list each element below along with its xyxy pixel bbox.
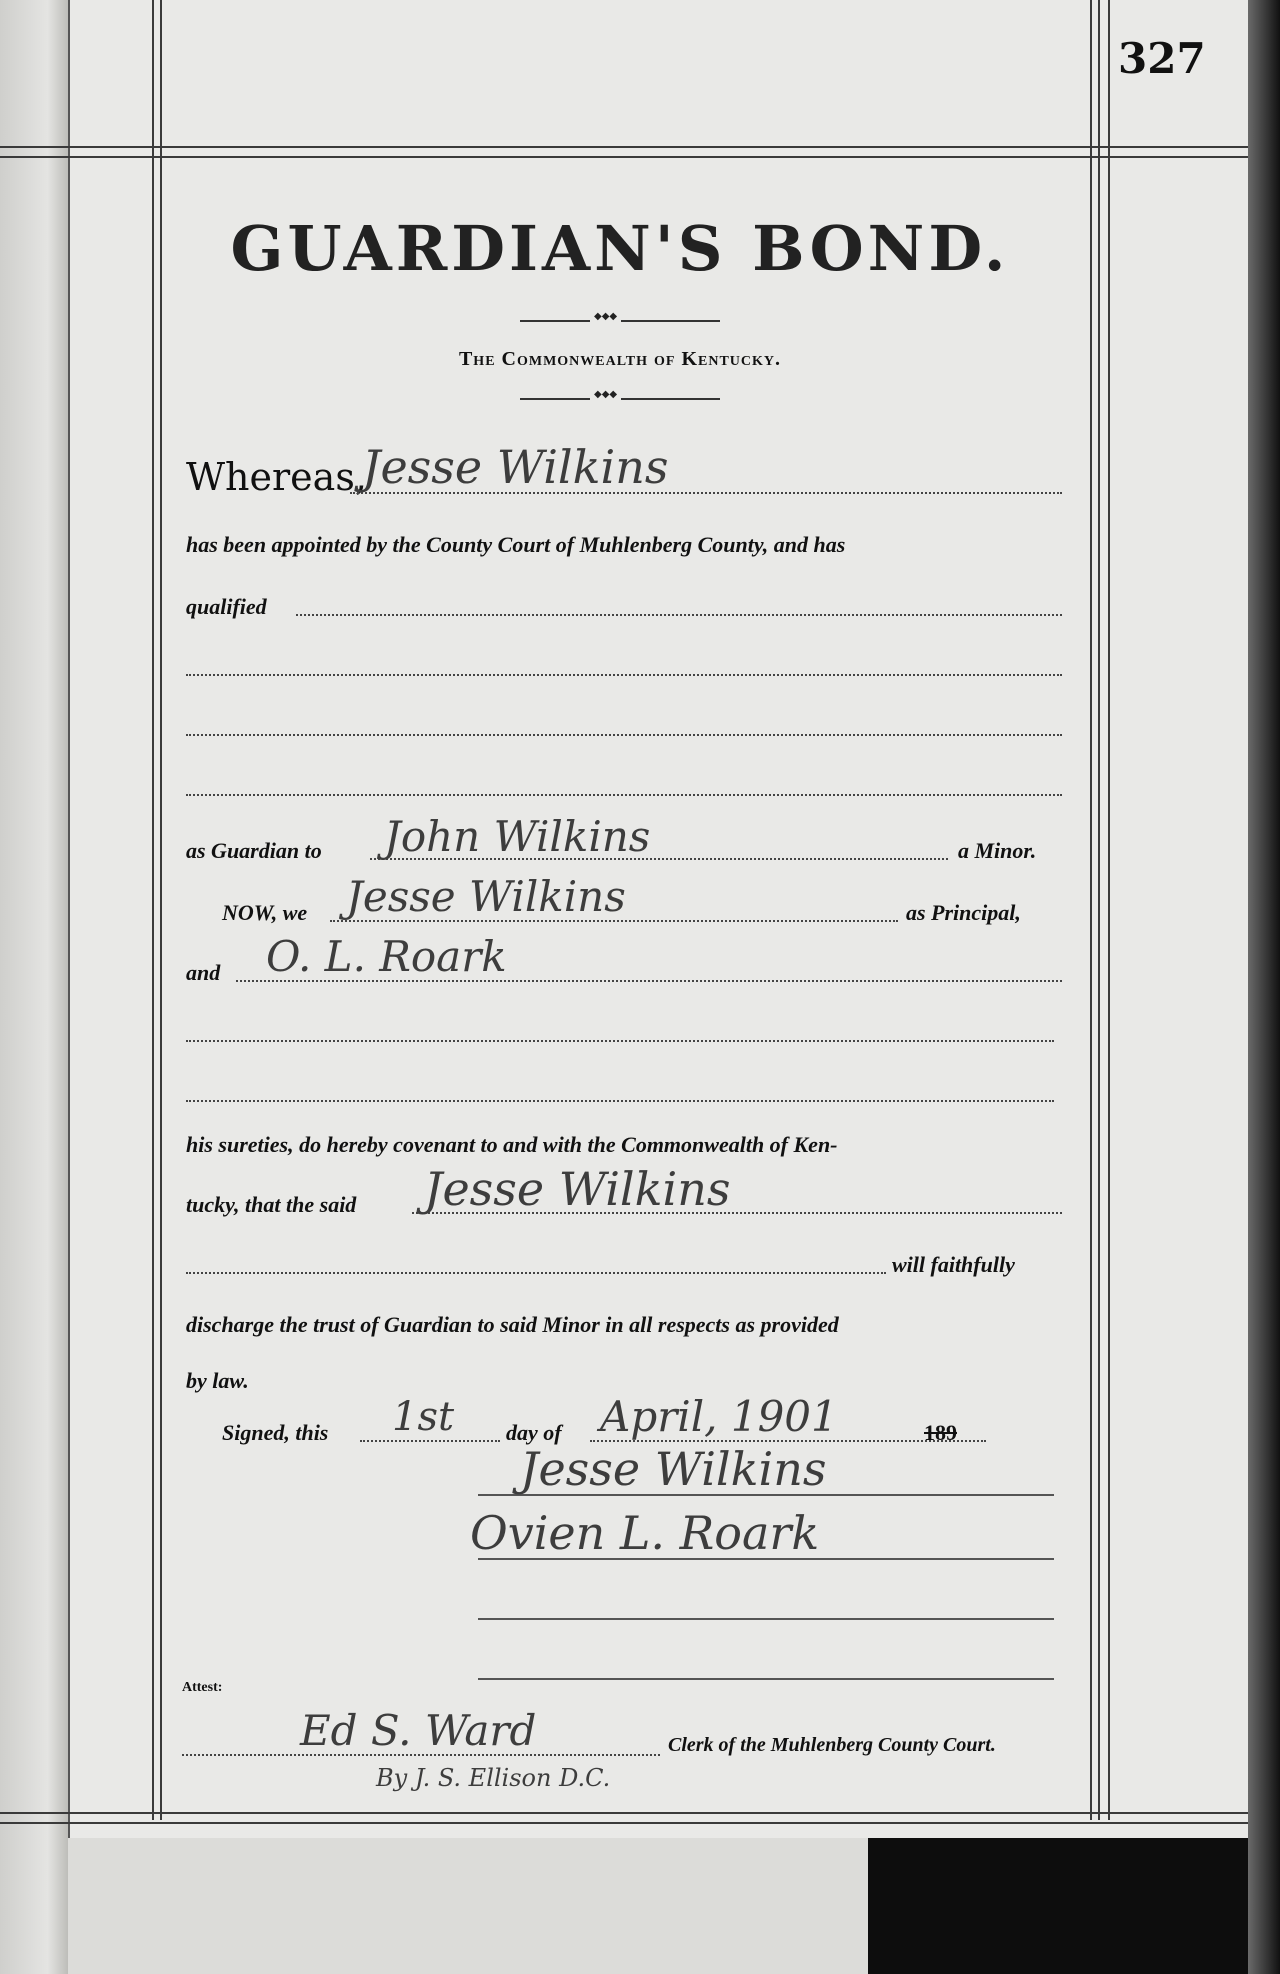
signature-line <box>478 1618 1054 1620</box>
guardian-prefix: as Guardian to <box>186 838 322 863</box>
fill-line <box>360 1440 500 1442</box>
fill-line <box>186 1272 886 1274</box>
fill-line <box>186 1100 1054 1102</box>
ornament-divider <box>520 320 720 322</box>
frame-line <box>0 1822 1248 1824</box>
signature-line <box>478 1678 1054 1680</box>
qualified-label: qualified <box>186 594 267 619</box>
printed-year-crossed: 189 <box>924 1420 957 1445</box>
fill-line <box>186 674 1062 676</box>
handwritten-surety-name: O. L. Roark <box>266 932 507 981</box>
clerk-title: Clerk of the Muhlenberg County Court. <box>668 1734 996 1756</box>
handwritten-said-name: Jesse Wilkins <box>424 1162 731 1216</box>
appointed-line: has been appointed by the County Court of Muhlenberg County, and has <box>186 532 846 557</box>
clerk-signature: Ed S. Ward <box>300 1706 537 1755</box>
whereas-label: Whereas, <box>186 455 367 499</box>
now-we-label: NOW, we <box>222 900 308 925</box>
day-of-label: day of <box>506 1420 562 1445</box>
fill-line <box>186 734 1062 736</box>
minor-suffix: a Minor. <box>958 838 1037 863</box>
document-title: GUARDIAN'S BOND. <box>230 212 1010 285</box>
frame-line <box>1098 0 1100 1820</box>
deputy-signature: By J. S. Ellison D.C. <box>376 1764 611 1792</box>
faithfully-label: will faithfully <box>892 1252 1015 1277</box>
page-number: 327 <box>1118 34 1206 83</box>
frame-line <box>152 0 154 1820</box>
ornament-divider <box>520 398 720 400</box>
handwritten-guardian-name: Jesse Wilkins <box>362 440 669 494</box>
frame-line <box>160 0 162 1820</box>
tucky-line: tucky, that the said <box>186 1192 357 1217</box>
handwritten-day: 1st <box>392 1394 455 1440</box>
page-bottom-margin <box>68 1838 868 1974</box>
sureties-line: his sureties, do hereby covenant to and with the Commonwealth of Ken- <box>186 1132 838 1157</box>
handwritten-principal-name: Jesse Wilkins <box>346 872 626 921</box>
fill-line <box>186 794 1062 796</box>
document-subtitle: The Commonwealth of Kentucky. <box>458 348 782 370</box>
frame-line <box>0 156 1248 158</box>
frame-line <box>0 146 1248 148</box>
signature-surety: Ovien L. Roark <box>470 1506 820 1560</box>
right-binding-edge <box>1248 0 1280 1974</box>
frame-line <box>1108 0 1110 1820</box>
and-label: and <box>186 960 221 985</box>
by-law: by law. <box>186 1368 249 1393</box>
handwritten-date: April, 1901 <box>600 1392 838 1441</box>
signature-principal: Jesse Wilkins <box>520 1442 827 1496</box>
scan-shadow <box>868 1838 1248 1974</box>
frame-line <box>0 1812 1248 1814</box>
as-principal: as Principal, <box>906 900 1021 925</box>
frame-line <box>1090 0 1092 1820</box>
fill-line <box>186 1040 1054 1042</box>
handwritten-minor-name: John Wilkins <box>384 812 651 861</box>
left-page-edge <box>0 0 70 1974</box>
attest-label: Attest: <box>182 1680 223 1695</box>
signed-this-label: Signed, this <box>222 1420 329 1445</box>
discharge-line: discharge the trust of Guardian to said Minor in all respects as provided <box>186 1312 839 1337</box>
fill-line <box>296 614 1062 616</box>
